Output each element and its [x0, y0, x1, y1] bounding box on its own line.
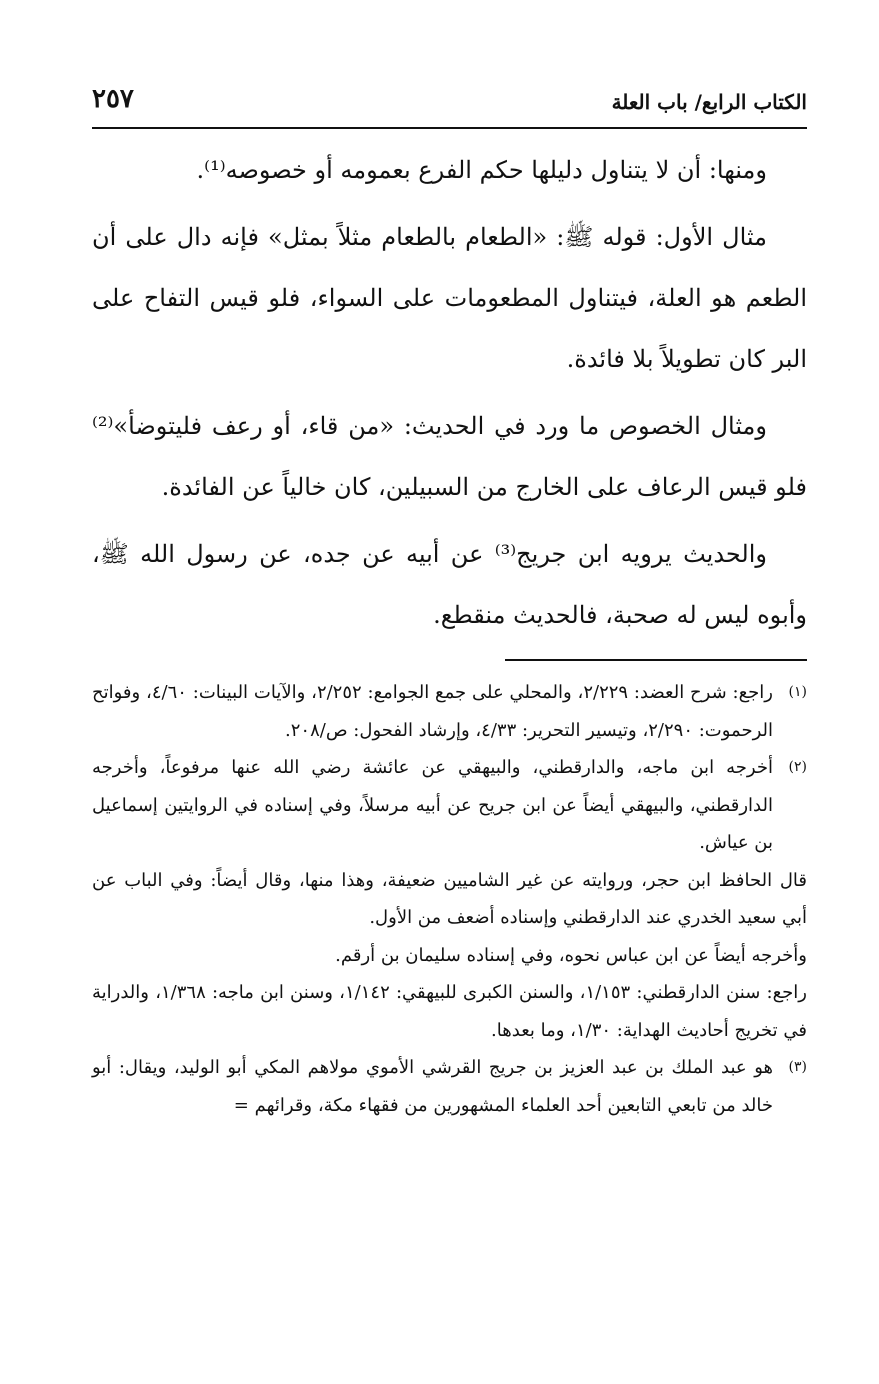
- footnote-text: راجع: شرح العضد: ٢/٢٢٩، والمحلي على جمع الجوامع: ٢/٢٥٢، والآيات البينات: ٤/٦٠، وفواتح الرحموت: ٢/٢٩٠، وتيسير التحرير: ٤/٣٣، وإرشاد الفحول: ص/٢٠٨.: [92, 682, 773, 741]
- page-number: ٢٥٧: [92, 84, 134, 114]
- body-paragraph: ومثال الخصوص ما ورد في الحديث: «من قاء، أو رعف فليتوضأ»⁽²⁾ فلو قيس الرعاف على الخارج من السبيلين، كان خالياً عن الفائدة.: [92, 412, 807, 501]
- footnote-2-continuation: وأخرجه أيضاً عن ابن عباس نحوه، وفي إسناده سليمان بن أرقم.: [335, 944, 807, 966]
- running-header: [92, 84, 807, 124]
- footnote-number: (٢): [788, 759, 807, 775]
- header-divider: [92, 127, 807, 129]
- main-text: [92, 140, 807, 652]
- footnote-divider: [505, 659, 807, 661]
- footnotes: [92, 674, 807, 1124]
- body-paragraph: مثال الأول: قوله ﷺ: «الطعام بالطعام مثلاً بمثل» فإنه دال على أن الطعم هو العلة، فيتناول المطعومات على السواء، فلو قيس التفاح على البر كان تطويلاً بلا فائدة.: [92, 223, 807, 373]
- footnote-number: (٣): [788, 1059, 807, 1075]
- footnote-2: [92, 749, 807, 862]
- footnote-number: (١): [788, 684, 807, 700]
- footnote-text: هو عبد الملك بن عبد العزيز بن جريج القرشي الأموي مولاهم المكي أبو الوليد، ويقال: أبو خالد من تابعي التابعين أحد العلماء المشهورين من فقهاء مكة، وقرائهم =: [92, 1057, 773, 1116]
- footnote-text: أخرجه ابن ماجه، والدارقطني، والبيهقي عن عائشة رضي الله عنها مرفوعاً، وأخرجه الدارقطني، والبيهقي أيضاً عن ابن جريح عن أبيه مرسلاً، وفي إسناده في الروايتين إسماعيل بن عياش.: [92, 757, 773, 853]
- footnote-1: [92, 674, 807, 749]
- body-paragraph: والحديث يرويه ابن جريج⁽³⁾ عن أبيه عن جده، عن رسول الله ﷺ، وأبوه ليس له صحبة، فالحديث منقطع.: [92, 540, 807, 629]
- body-paragraph: ومنها: أن لا يتناول دليلها حكم الفرع بعمومه أو خصوصه⁽¹⁾.: [196, 156, 767, 184]
- chapter-title: الكتاب الرابع/ باب العلة: [611, 90, 807, 114]
- footnote-2-continuation: قال الحافظ ابن حجر، وروايته عن غير الشاميين ضعيفة، وهذا منها، وقال أيضاً: وفي الباب عن أبي سعيد الخدري عند الدارقطني وإسناده أضعف من الأول.: [92, 869, 807, 928]
- footnote-2-continuation: راجع: سنن الدارقطني: ١/١٥٣، والسنن الكبرى للبيهقي: ١/١٤٢، وسنن ابن ماجه: ١/٣٦٨، والدراية في تخريج أحاديث الهداية: ١/٣٠، وما بعدها.: [92, 982, 807, 1041]
- footnote-3: [92, 1049, 807, 1124]
